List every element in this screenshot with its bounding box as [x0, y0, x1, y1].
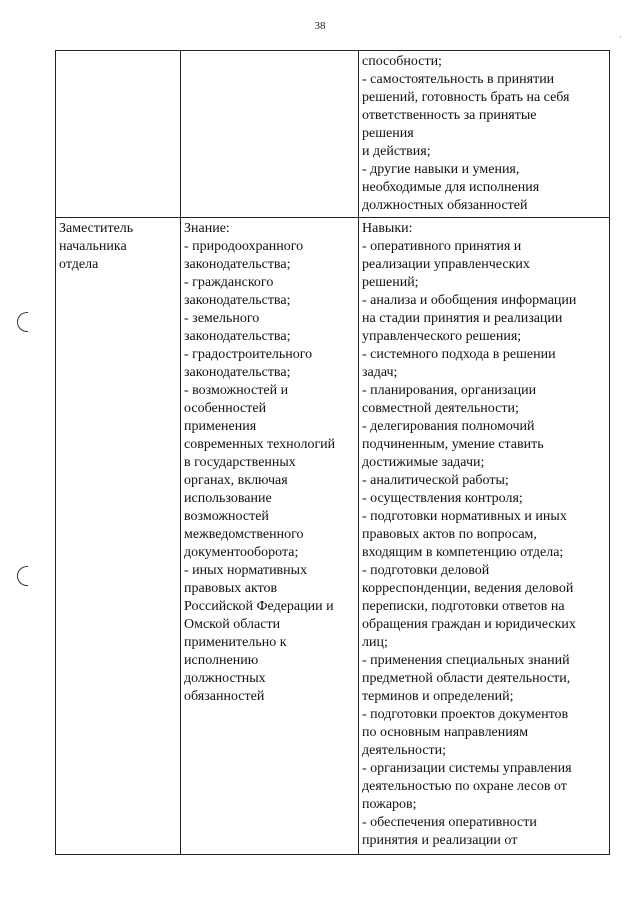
page-number: 38 [314, 20, 326, 32]
cell-text-line: принятия и реализации от [362, 833, 518, 848]
cell-text-line: Знание: [184, 221, 230, 236]
cell-text-line: - обеспечения оперативности [362, 815, 537, 830]
cell-text-line: деятельности; [362, 743, 447, 758]
cell-text-line: по основным направлениям [362, 725, 529, 740]
cell-text-line: - природоохранного [184, 239, 304, 254]
cell-text-line: задач; [362, 365, 398, 380]
table-row [56, 218, 610, 855]
cell-text-line: должностных обязанностей [362, 198, 528, 213]
cell-text-line: - иных нормативных [184, 563, 308, 578]
cell-text-line: решений; [362, 275, 419, 290]
cell-text-line: - другие навыки и умения, [362, 162, 520, 177]
cell-text-line: межведомственного [184, 527, 304, 542]
cell-text-line: корреспонденции, ведения деловой [362, 581, 574, 596]
cell-text-line: - планирования, организации [362, 383, 537, 398]
cell-text-line: подчиненным, умение ставить [362, 437, 544, 452]
cell-text-line: - делегирования полномочий [362, 419, 535, 434]
cell-text-line: решений, готовность брать на себя [362, 90, 570, 105]
cell-text-line: органах, включая [184, 473, 288, 488]
scan-speck: · [619, 32, 622, 42]
cell-text-line: - гражданского [184, 275, 274, 290]
cell-text-line: деятельностью по охране лесов от [362, 779, 567, 794]
cell-text-line: - осуществления контроля; [362, 491, 523, 506]
position-cell [56, 218, 181, 855]
cell-text-line: Омской области [184, 617, 281, 632]
cell-text-line: правовых актов по вопросам, [362, 527, 537, 542]
cell-text-line: - земельного [184, 311, 260, 326]
cell-text-line: использование [184, 491, 272, 506]
cell-text-line: отдела [59, 257, 99, 272]
cell-text-line: достижимые задачи; [362, 455, 485, 470]
cell-text-line: начальника [59, 239, 127, 254]
cell-text-line: применения [184, 419, 257, 434]
binder-hole-mark [17, 312, 28, 332]
cell-text-line: - организации системы управления [362, 761, 572, 776]
binder-hole-mark [17, 566, 28, 586]
cell-text-line: - подготовки деловой [362, 563, 490, 578]
cell-text-line: в государственных [184, 455, 296, 470]
cell-text-line: и действия; [362, 144, 431, 159]
cell-text-line: лиц; [362, 635, 388, 650]
cell-text-line: - оперативного принятия и [362, 239, 522, 254]
cell-text-line: входящим в компетенцию отдела; [362, 545, 564, 560]
cell-text-line: обращения граждан и юридических [362, 617, 576, 632]
cell-text-line: управленческого решения; [362, 329, 522, 344]
cell-text-line: на стадии принятия и реализации [362, 311, 563, 326]
cell-text-line: законодательства; [184, 329, 291, 344]
cell-text-line: реализации управленческих [362, 257, 530, 272]
cell-text-line: терминов и определений; [362, 689, 514, 704]
cell-text-line: переписки, подготовки ответов на [362, 599, 565, 614]
position-cell [56, 51, 181, 218]
cell-text-line: - анализа и обобщения информации [362, 293, 577, 308]
cell-text-line: возможностей [184, 509, 269, 524]
cell-text-line: особенностей [184, 401, 267, 416]
cell-text-line: законодательства; [184, 293, 291, 308]
cell-text-line: - применения специальных знаний [362, 653, 570, 668]
cell-text-line: - возможностей и [184, 383, 289, 398]
cell-text-line: современных технологий [184, 437, 336, 452]
skills-cell [359, 51, 610, 218]
cell-text-line: законодательства; [184, 365, 291, 380]
cell-text-line: - градостроительного [184, 347, 313, 362]
table-row [56, 51, 610, 218]
cell-text-line: - подготовки проектов документов [362, 707, 569, 722]
cell-text-line: - системного подхода в решении [362, 347, 556, 362]
cell-text-line: правовых актов [184, 581, 278, 596]
cell-text-line: ответственность за принятые [362, 108, 537, 123]
cell-text-line: Заместитель [59, 221, 134, 236]
cell-text-line: обязанностей [184, 689, 265, 704]
cell-text-line: способности; [362, 54, 442, 69]
cell-text-line: решения [362, 126, 414, 141]
cell-text-line: исполнению [184, 653, 259, 668]
knowledge-cell [181, 51, 359, 218]
cell-text-line: - подготовки нормативных и иных [362, 509, 567, 524]
cell-text-line: должностных [184, 671, 266, 686]
knowledge-cell [181, 218, 359, 855]
cell-text-line: - самостоятельность в принятии [362, 72, 555, 87]
cell-text-line: необходимые для исполнения [362, 180, 540, 195]
cell-text-line: предметной области деятельности, [362, 671, 571, 686]
cell-text-line: законодательства; [184, 257, 291, 272]
cell-text-line: применительно к [184, 635, 287, 650]
skills-cell [359, 218, 610, 855]
cell-text-line: Навыки: [362, 221, 413, 236]
cell-text-line: документооборота; [184, 545, 299, 560]
cell-text-line: Российской Федерации и [184, 599, 334, 614]
cell-text-line: совместной деятельности; [362, 401, 519, 416]
cell-text-line: - аналитической работы; [362, 473, 509, 488]
cell-text-line: пожаров; [362, 797, 417, 812]
qualification-table [55, 50, 610, 855]
